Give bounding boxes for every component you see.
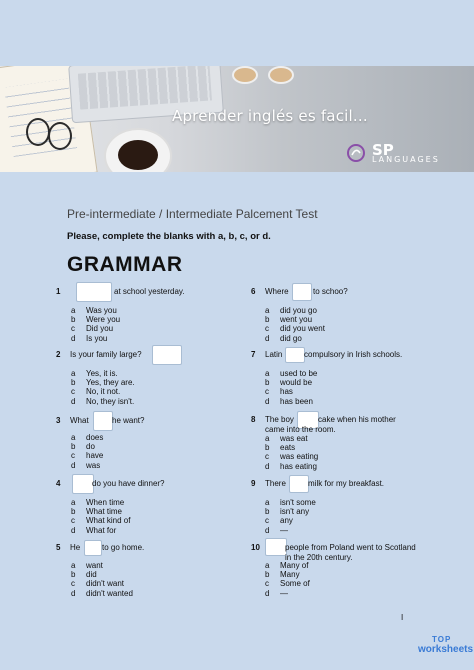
option-text: has been (280, 396, 313, 406)
option-letter: c (265, 452, 269, 462)
answer-blank[interactable] (152, 345, 182, 365)
option-text: Did you (86, 324, 114, 334)
question-number: 10 (251, 543, 260, 552)
jar-image (268, 66, 294, 84)
option-letter: a (265, 369, 270, 378)
question-number: 8 (251, 415, 256, 424)
answer-blank[interactable] (292, 283, 312, 301)
option-letter: b (265, 570, 270, 580)
option-text: No, it not. (86, 387, 121, 397)
question-number: 5 (56, 543, 61, 552)
option-letter: c (265, 324, 269, 334)
question-text-continued: came into the room. (265, 425, 336, 434)
option-text: used to be (280, 369, 318, 378)
question-text: to go home. (102, 543, 145, 552)
option-text: has eating (280, 461, 317, 471)
option-text: No, they isn't. (86, 396, 135, 406)
option-text: Yes, it is. (86, 369, 118, 378)
option-letter: b (265, 315, 270, 325)
question-number: 1 (56, 287, 61, 296)
option-text: was eat (280, 434, 308, 443)
option-text: would be (280, 378, 313, 388)
topworksheets-logo: TOP worksheets (418, 635, 474, 655)
option-letter: d (71, 460, 76, 470)
question-text: people from Poland went to Scotland (285, 543, 416, 552)
option-text: Some of (280, 579, 310, 589)
option-letter: d (265, 396, 270, 406)
option-text: Yes, they are. (86, 378, 135, 388)
option-text: Was you (86, 306, 117, 315)
jar-image (232, 66, 258, 84)
option-letter: c (265, 387, 269, 397)
option-letter: c (71, 387, 75, 397)
option-text: isn't some (280, 498, 316, 507)
logo-mark-icon (346, 143, 366, 163)
option-text: any (280, 516, 293, 526)
question-text-continued: in the 20th century. (285, 553, 353, 562)
option-text: did you went (280, 324, 325, 334)
option-letter: a (265, 498, 270, 507)
option-letter: c (265, 516, 269, 526)
option-text: Is you (86, 333, 108, 343)
question-text: Is your family large? (70, 350, 142, 359)
option-text: did (86, 570, 97, 580)
option-letter: c (71, 324, 75, 334)
question-number: 2 (56, 350, 61, 359)
test-title: Pre-intermediate / Intermediate Palcement Test (67, 207, 318, 221)
option-letter: b (71, 315, 76, 325)
option-letter: d (265, 461, 270, 471)
question-text: milk for my breakfast. (308, 479, 385, 488)
question-number: 9 (251, 479, 256, 488)
option-letter: d (71, 333, 76, 343)
option-letter: b (71, 442, 76, 452)
glasses-icon (22, 108, 82, 148)
option-text: did you go (280, 306, 317, 315)
option-text: didn't want (86, 579, 124, 589)
option-text: was (86, 460, 101, 470)
option-letter: b (265, 378, 270, 388)
answer-blank[interactable] (72, 474, 94, 494)
option-letter: c (71, 579, 75, 589)
option-letter: c (265, 579, 269, 589)
sp-languages-logo: SP LANGUAGES (346, 141, 458, 165)
option-letter: d (71, 588, 76, 598)
answer-blank[interactable] (289, 475, 309, 493)
instructions: Please, complete the blanks with a, b, c, or d. (67, 231, 271, 242)
option-text: went you (280, 315, 313, 325)
question-text: compulsory in Irish schools. (304, 350, 403, 359)
option-letter: a (71, 498, 76, 507)
option-text: What time (86, 507, 123, 517)
question-number: 4 (56, 479, 61, 488)
option-text: When time (86, 498, 125, 507)
option-text: Many (280, 570, 300, 580)
answer-blank[interactable] (265, 538, 287, 556)
question-text: he want? (112, 416, 145, 425)
option-text: eats (280, 443, 296, 453)
option-letter: a (265, 434, 270, 443)
option-text: Were you (86, 315, 121, 325)
option-letter: c (71, 451, 75, 461)
option-text: does (86, 433, 104, 442)
answer-blank[interactable] (93, 411, 113, 431)
option-text: was eating (280, 452, 319, 462)
option-text: — (280, 588, 288, 598)
question-text: cake when his mother (318, 415, 396, 424)
question-number: 7 (251, 350, 256, 359)
option-letter: c (71, 516, 75, 526)
question-text: He (70, 543, 81, 552)
option-letter: b (265, 443, 270, 453)
question-text: Latin (265, 350, 283, 359)
option-letter: b (71, 507, 76, 517)
option-text: — (280, 525, 288, 535)
question-number: 3 (56, 416, 61, 425)
coffee-cup-image (104, 128, 172, 172)
page-number: I (401, 613, 404, 622)
option-letter: a (265, 306, 270, 315)
question-text: Where (265, 287, 289, 296)
option-letter: a (71, 561, 76, 570)
option-text: didn't wanted (86, 588, 133, 598)
option-letter: d (265, 333, 270, 343)
option-text: want (86, 561, 103, 570)
option-letter: a (71, 433, 76, 442)
option-letter: a (265, 561, 270, 570)
option-letter: b (71, 570, 76, 580)
option-text: has (280, 387, 293, 397)
question-number: 6 (251, 287, 256, 296)
banner-tagline: Aprender inglés es facil... (172, 107, 368, 125)
option-text: What for (86, 525, 117, 535)
answer-blank[interactable] (285, 347, 305, 363)
option-text: Many of (280, 561, 309, 570)
option-text: have (86, 451, 104, 461)
option-text: did go (280, 333, 302, 343)
option-text: What kind of (86, 516, 131, 526)
option-letter: d (71, 525, 76, 535)
option-letter: d (265, 525, 270, 535)
option-letter: d (265, 588, 270, 598)
question-text: There (265, 479, 286, 488)
question-text: to schoo? (313, 287, 348, 296)
option-letter: a (71, 369, 76, 378)
answer-blank[interactable] (84, 540, 102, 556)
answer-blank[interactable] (76, 282, 112, 302)
option-text: isn't any (280, 507, 310, 517)
header-banner (0, 0, 474, 172)
option-text: do (86, 442, 95, 452)
question-text: at school yesterday. (114, 287, 185, 296)
option-letter: d (71, 396, 76, 406)
option-letter: b (265, 507, 270, 517)
option-letter: a (71, 306, 76, 315)
section-title: GRAMMAR (67, 253, 183, 276)
question-text: The boy (265, 415, 294, 424)
question-text: do you have dinner? (92, 479, 165, 488)
question-text: What (70, 416, 89, 425)
option-letter: b (71, 378, 76, 388)
